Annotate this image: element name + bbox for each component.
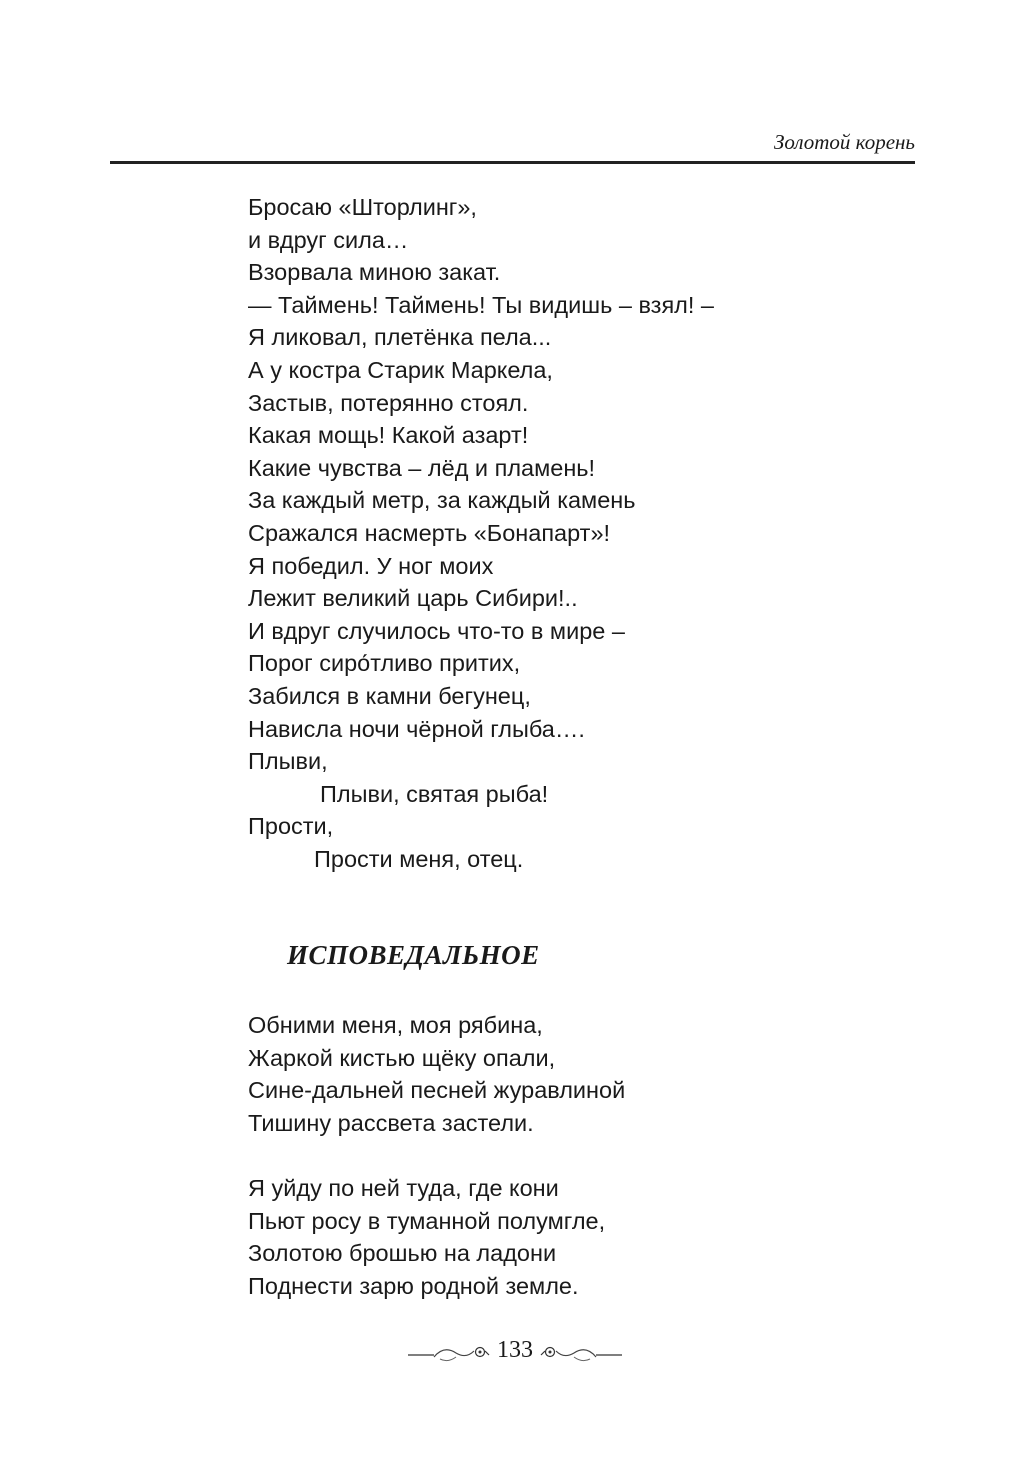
poem-line: Какие чувства – лёд и пламень!	[248, 454, 596, 481]
poem-line: Порог сиро́тливо притих,	[248, 650, 521, 677]
running-title: Золотой корень	[773, 130, 915, 154]
poem-title: ИСПОВЕДАЛЬНОЕ	[287, 940, 540, 970]
poem-line: Тишину рассвета застели.	[248, 1109, 534, 1136]
header-rule	[110, 161, 915, 164]
page-number: 133	[497, 1336, 533, 1363]
poem-line: И вдруг случилось что-то в мире –	[248, 617, 625, 644]
poem-line: Прости меня, отец.	[314, 845, 524, 872]
poem-line: Я победил. У ног моих	[248, 552, 494, 579]
left-ornament-icon	[396, 1335, 491, 1365]
poem-2-stanza-1	[248, 1009, 625, 1139]
poem-line: — Таймень! Таймень! Ты видишь – взял! –	[248, 291, 715, 318]
poem-line: Взорвала миною закат.	[248, 259, 501, 286]
right-ornament-icon	[539, 1335, 634, 1365]
poem-line: Сражался насмерть «Бонапарт»!	[248, 519, 611, 546]
poem-line: Какая мощь! Какой азарт!	[248, 422, 529, 449]
poem-line: Поднести зарю родной земле.	[248, 1272, 579, 1299]
poem-line: Бросаю «Шторлинг»,	[248, 194, 477, 220]
poem-line: Плыви, святая рыба!	[320, 780, 549, 807]
poem-line: Я ликовал, плетёнка пела...	[248, 324, 552, 351]
poem-line: А у костра Старик Маркела,	[248, 356, 553, 383]
poem-line: Прости,	[248, 813, 334, 840]
poem-line: Я уйду по ней туда, где кони	[248, 1175, 559, 1201]
poem-line: Нависла ночи чёрной глыба….	[248, 715, 585, 742]
poem-line: Застыв, потерянно стоял.	[248, 389, 529, 416]
poem-line: Пьют росу в туманной полумгле,	[248, 1207, 606, 1234]
page-footer	[390, 1330, 640, 1370]
poem-line: Сине-дальней песней журавлиной	[248, 1077, 626, 1104]
poem-line: Лежит великий царь Сибири!..	[248, 585, 578, 612]
poem-2-stanza-2	[248, 1172, 605, 1302]
poem-1	[248, 191, 714, 875]
poem-line: Обними меня, моя рябина,	[248, 1012, 543, 1038]
poem-line: Золотою брошью на ладони	[248, 1240, 557, 1267]
poem-line: За каждый метр, за каждый камень	[248, 487, 636, 514]
poem-line: Жаркой кистью щёку опали,	[248, 1044, 556, 1071]
poem-line: Плыви,	[248, 748, 328, 775]
poem-line: Забился в камни бегунец,	[248, 682, 531, 709]
poem-line: и вдруг сила…	[248, 226, 409, 253]
